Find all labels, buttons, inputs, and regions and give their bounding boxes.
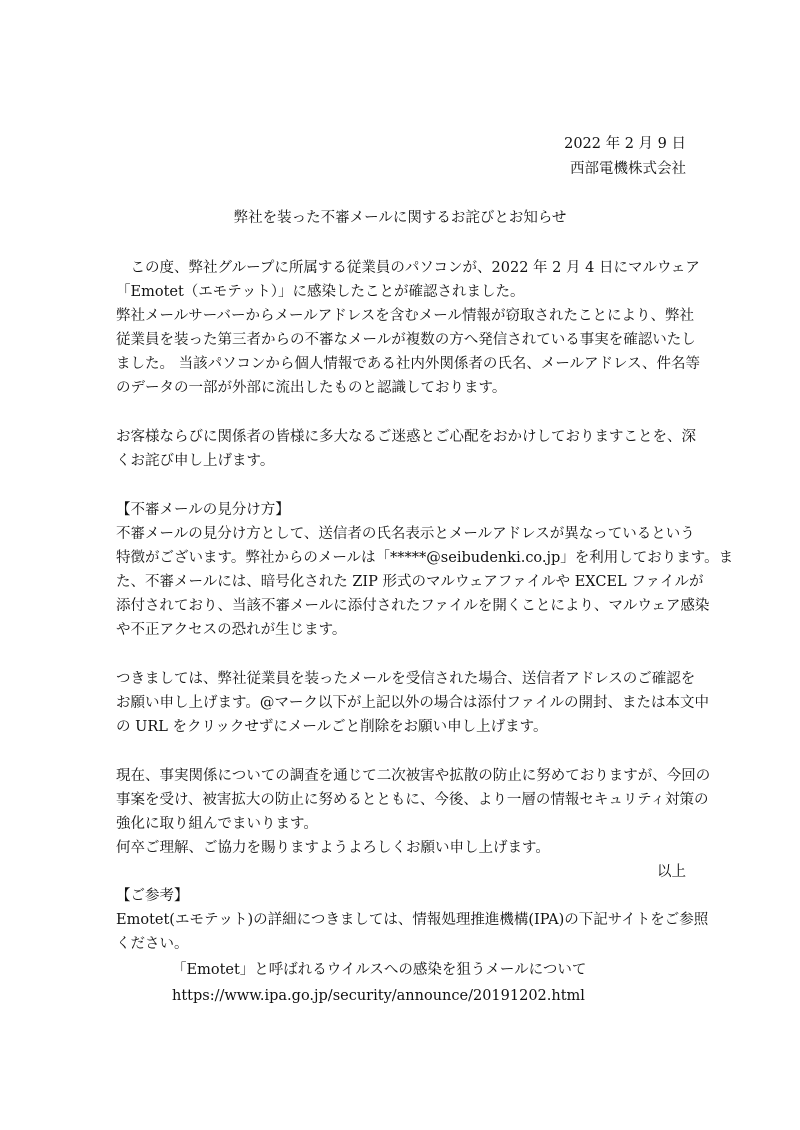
howto-line: 特徴がございます。弊社からのメールは「*****@seibudenki.co.jp」を利用しております。ま	[116, 550, 734, 566]
closing-line: 事案を受け、被害拡大の防止に努めるとともに、今後、より一層の情報セキュリティ対策の	[116, 792, 709, 808]
howto-line: 不審メールの見分け方として、送信者の氏名表示とメールアドレスが異なっているという	[116, 526, 695, 542]
closing-line: 現在、事実関係についての調査を通じて二次被害や拡散の防止に努めておりますが、今回の	[116, 768, 711, 784]
howto-line: 添付されており、当該不審メールに添付されたファイルを開くことにより、マルウェア感染	[116, 598, 710, 614]
reference-line: Emotet(エモテット)の詳細につきましては、情報処理推進機構(IPA)の下記サイトをご参照	[116, 912, 709, 928]
reference-line: ください。	[116, 936, 189, 952]
intro-line: のデータの一部が外部に流出したものと認識しております。	[116, 380, 507, 396]
howto-line: た、不審メールには、暗号化された ZIP 形式のマルウェアファイルや EXCEL ファイルが	[116, 574, 704, 590]
apology-line: お客様ならびに関係者の皆様に多大なるご迷惑とご心配をおかけしておりますことを、深	[116, 429, 696, 445]
end-mark: 以上	[657, 864, 686, 880]
reference-link-url[interactable]: https://www.ipa.go.jp/security/announce/20191202.html	[172, 988, 585, 1004]
intro-line: 従業員を装った第三者からの不審なメールが複数の方へ発信されている事実を確認いたし	[116, 332, 696, 348]
request-line: の URL をクリックせずにメールごと削除をお願い申し上げます。	[116, 719, 548, 735]
request-line: お願い申し上げます。@マーク以下が上記以外の場合は添付ファイルの開封、または本文中	[116, 695, 710, 711]
intro-line: 弊社メールサーバーからメールアドレスを含むメール情報が窃取されたことにより、弊社	[116, 308, 694, 324]
request-line: つきましては、弊社従業員を装ったメールを受信された場合、送信者アドレスのご確認を	[116, 671, 696, 687]
apology-line: くお詫び申し上げます。	[116, 453, 275, 469]
company-name: 西部電機株式会社	[570, 161, 686, 177]
howto-line: や不正アクセスの恐れが生じます。	[116, 622, 347, 638]
howto-heading: 【不審メールの見分け方】	[116, 502, 290, 518]
document-title: 弊社を装った不審メールに関するお詫びとお知らせ	[233, 210, 567, 226]
reference-link-title: 「Emotet」と呼ばれるウイルスへの感染を狙うメールについて	[172, 962, 587, 978]
intro-line: 「Emotet（エモテット）」に感染したことが確認されました。	[116, 284, 525, 300]
document-date: 2022 年 2 月 9 日	[564, 136, 686, 152]
reference-heading: 【ご参考】	[116, 888, 189, 904]
intro-line: ました。 当該パソコンから個人情報である社内外関係者の氏名、メールアドレス、件名等	[116, 356, 701, 372]
intro-line: この度、弊社グループに所属する従業員のパソコンが、2022 年 2 月 4 日にマルウェア	[116, 260, 700, 276]
closing-line: 強化に取り組んでまいります。	[116, 816, 318, 832]
closing-line: 何卒ご理解、ご協力を賜りますようよろしくお願い申し上げます。	[116, 840, 550, 856]
